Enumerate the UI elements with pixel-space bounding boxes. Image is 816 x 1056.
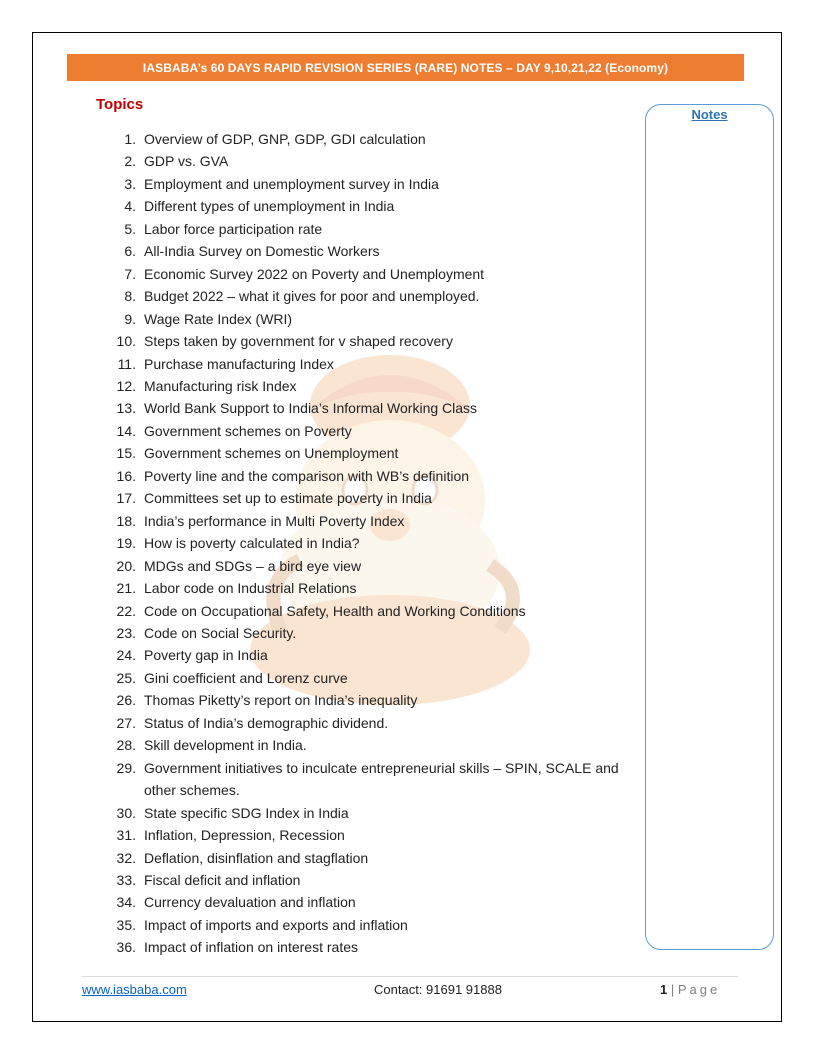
topic-item — [112, 510, 632, 532]
topic-number: 4. — [124, 198, 136, 215]
topic-number: 31. — [116, 827, 136, 844]
topic-text: Currency devaluation and inflation — [144, 894, 356, 911]
topic-text: Purchase manufacturing Index — [144, 355, 334, 372]
topic-number: 11. — [117, 355, 136, 372]
topic-item — [112, 532, 632, 554]
topic-item — [112, 308, 632, 330]
topic-number: 27. — [116, 714, 136, 731]
topic-text: Budget 2022 – what it gives for poor and unemployed. — [144, 288, 480, 305]
topic-item — [112, 936, 632, 958]
topic-text: Impact of inflation on interest rates — [144, 939, 358, 956]
topic-item — [112, 173, 632, 195]
topic-text: Steps taken by government for v shaped recovery — [144, 333, 453, 350]
topic-item — [112, 240, 632, 262]
topic-item — [112, 555, 632, 577]
topic-item — [112, 285, 632, 307]
topic-item — [112, 263, 632, 285]
topic-item — [112, 757, 632, 802]
topic-item — [112, 150, 632, 172]
topic-text: Government initiatives to inculcate entrepreneurial skills – SPIN, SCALE and other schemes. — [144, 759, 619, 799]
topic-item — [112, 914, 632, 936]
topic-text: MDGs and SDGs – a bird eye view — [144, 557, 362, 574]
header-title: IASBABA’s 60 DAYS RAPID REVISION SERIES (RARE) NOTES – DAY 9,10,21,22 (Economy) — [142, 60, 669, 75]
topic-number: 20. — [116, 557, 136, 574]
topic-number: 10. — [116, 333, 136, 350]
topic-number: 16. — [116, 467, 136, 484]
topic-text: Code on Occupational Safety, Health and Working Conditions — [144, 602, 526, 619]
topic-text: Fiscal deficit and inflation — [144, 871, 301, 888]
topic-item — [112, 644, 632, 666]
topic-number: 18. — [116, 512, 136, 529]
topics-heading: Topics — [96, 96, 144, 113]
topic-item — [112, 330, 632, 352]
topic-text: Committees set up to estimate poverty in India — [144, 490, 432, 507]
topic-item — [112, 734, 632, 756]
topic-number: 26. — [116, 692, 136, 709]
page-separator: | — [670, 982, 675, 997]
topics-list — [112, 128, 632, 959]
topic-item — [112, 712, 632, 734]
topic-item — [112, 465, 632, 487]
topic-number: 22. — [116, 602, 136, 619]
topic-text: Gini coefficient and Lorenz curve — [144, 669, 348, 686]
topic-text: Economic Survey 2022 on Poverty and Unemployment — [144, 265, 485, 282]
header-banner — [67, 54, 744, 81]
topic-text: India’s performance in Multi Poverty Index — [144, 512, 405, 529]
topic-text: Labor force participation rate — [144, 220, 323, 237]
topic-item — [112, 824, 632, 846]
topic-text: Impact of imports and exports and inflation — [144, 916, 408, 933]
topic-number: 34. — [116, 894, 136, 911]
topic-item — [112, 397, 632, 419]
topic-item — [112, 195, 632, 217]
topic-item — [112, 420, 632, 442]
topic-number: 28. — [116, 737, 136, 754]
topic-number: 32. — [116, 849, 136, 866]
page-number: 1 — [660, 982, 668, 997]
topic-item — [112, 600, 632, 622]
topic-number: 5. — [124, 220, 136, 237]
topic-number: 19. — [116, 535, 136, 552]
topic-number: 30. — [116, 804, 136, 821]
topic-text: Government schemes on Poverty — [144, 422, 352, 439]
topic-number: 2. — [124, 153, 136, 170]
topic-item — [112, 353, 632, 375]
topic-number: 3. — [124, 175, 136, 192]
topic-text: Inflation, Depression, Recession — [144, 827, 345, 844]
topic-item — [112, 847, 632, 869]
topic-text: Employment and unemployment survey in India — [144, 175, 439, 192]
topic-number: 21. — [116, 580, 136, 597]
topic-item — [112, 218, 632, 240]
topic-item — [112, 802, 632, 824]
topic-text: Thomas Piketty’s report on India’s inequality — [144, 692, 418, 709]
topic-item — [112, 689, 632, 711]
notes-label: Notes — [691, 107, 728, 122]
topic-number: 15. — [116, 445, 136, 462]
topic-text: State specific SDG Index in India — [144, 804, 349, 821]
topic-text: Poverty gap in India — [144, 647, 268, 664]
topic-text: Manufacturing risk Index — [144, 377, 297, 394]
topic-text: Wage Rate Index (WRI) — [144, 310, 293, 327]
page-indicator — [660, 982, 720, 997]
topic-item — [112, 487, 632, 509]
footer-contact: Contact: 91691 91888 — [374, 982, 502, 997]
topic-item — [112, 667, 632, 689]
topic-number: 7. — [124, 265, 136, 282]
notes-box — [645, 104, 774, 950]
topic-text: World Bank Support to India’s Informal Working Class — [144, 400, 478, 417]
website-link[interactable]: www.iasbaba.com — [82, 982, 187, 997]
topic-number: 14. — [116, 422, 136, 439]
topic-number: 35. — [116, 916, 136, 933]
topic-number: 33. — [116, 871, 136, 888]
topic-number: 12. — [116, 377, 136, 394]
topic-item — [112, 622, 632, 644]
topic-text: Deflation, disinflation and stagflation — [144, 849, 369, 866]
topic-item — [112, 869, 632, 891]
topic-text: Skill development in India. — [144, 737, 307, 754]
topic-text: All-India Survey on Domestic Workers — [144, 243, 380, 260]
topic-number: 1. — [124, 131, 136, 147]
topic-number: 29. — [116, 759, 136, 776]
topic-text: Different types of unemployment in India — [144, 198, 395, 215]
topic-number: 24. — [116, 647, 136, 664]
topic-number: 23. — [116, 624, 136, 641]
topic-text: Status of India’s demographic dividend. — [144, 714, 389, 731]
topic-text: Labor code on Industrial Relations — [144, 580, 357, 597]
topic-number: 9. — [124, 310, 136, 327]
topic-text: Poverty line and the comparison with WB’s definition — [144, 467, 470, 484]
topic-text: Code on Social Security. — [144, 624, 297, 641]
topic-item — [112, 128, 632, 150]
footer-divider — [82, 976, 738, 977]
topic-text: Government schemes on Unemployment — [144, 445, 399, 462]
topic-text: Overview of GDP, GNP, GDP, GDI calculation — [144, 131, 426, 147]
topic-item — [112, 442, 632, 464]
topic-number: 13. — [116, 400, 136, 417]
topic-number: 36. — [116, 939, 136, 956]
page-word: Page — [677, 982, 721, 997]
topic-number: 17. — [116, 490, 136, 507]
topic-text: GDP vs. GVA — [144, 153, 229, 170]
topic-item — [112, 375, 632, 397]
topic-item — [112, 891, 632, 913]
topic-number: 25. — [116, 669, 136, 686]
topic-number: 8. — [124, 288, 136, 305]
topic-text: How is poverty calculated in India? — [144, 535, 360, 552]
topic-item — [112, 577, 632, 599]
topic-number: 6. — [124, 243, 136, 260]
